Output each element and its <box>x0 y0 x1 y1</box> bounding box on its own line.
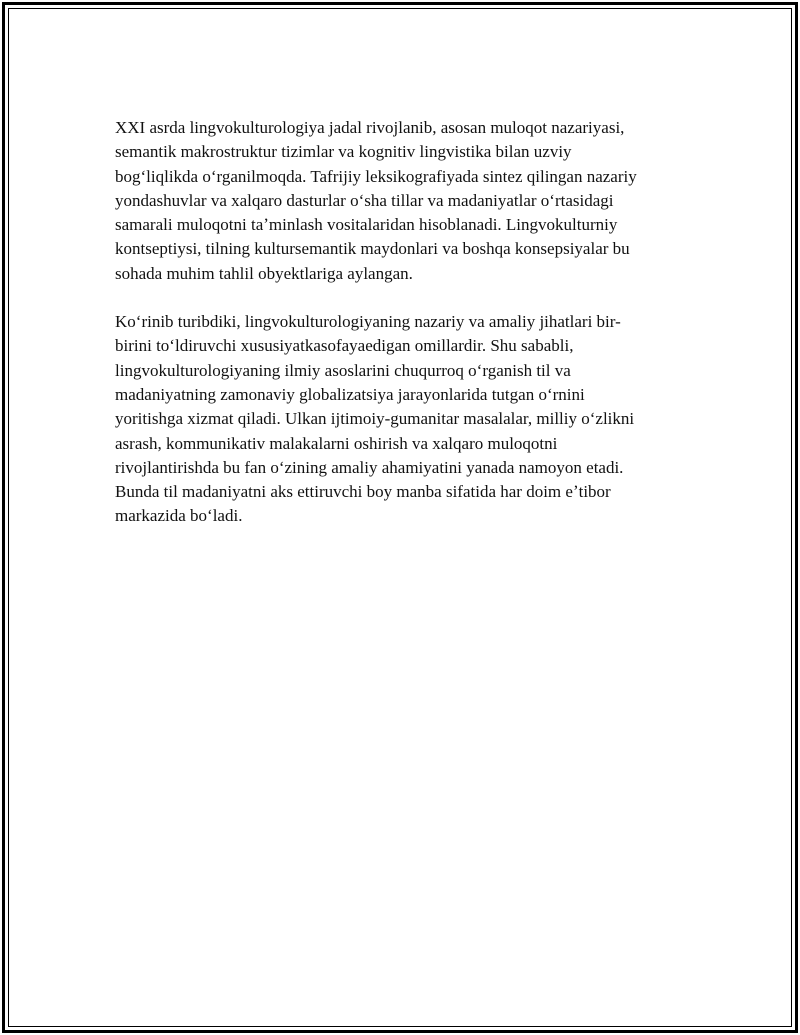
paragraph-2: Koʻrinib turibdiki, lingvokulturologiyaning nazariy va amaliy jihatlari bir- birini toʻldiruvchi xususiyatkasofayaedigan omillardir. Shu sababli, lingvokulturologiyaning ilmiy asoslarini chuqurroq oʻrganish til va madaniyatning zamonaviy globalizatsiya jarayonlarida tutgan oʻrnini yoritishga xizmat qiladi. Ulkan ijtimoiy-gumanitar masalalar, milliy oʻzlikni asrash, kommunikativ malakalarni oshirish va xalqaro muloqotni rivojlantirishda bu fan oʻzining amaliy ahamiyatini yanada namoyon etadi. Bunda til madaniyatni aks ettiruvchi boy manba sifatida har doim eʼtibor markazida boʻladi. <box>115 312 635 526</box>
document-body <box>115 116 675 529</box>
paragraph-1: XXI asrda lingvokulturologiya jadal rivojlanib, asosan muloqot nazariyasi, semantik makrostruktur tizimlar va kognitiv lingvistika bilan uzviy bogʻliqlikda oʻrganilmoqda. Tafrijiy leksikografiyada sintez qilingan nazariy yondashuvlar va xalqaro dasturlar oʻsha tillar va madaniyatlar oʻrtasidagi samarali muloqotni taʼminlash vositalaridan hisoblanadi. Lingvokulturniy kontseptiysi, tilning kultursemantik maydonlari va boshqa konsepsiyalar bu sohada muhim tahlil obyektlariga aylangan. <box>115 118 637 283</box>
